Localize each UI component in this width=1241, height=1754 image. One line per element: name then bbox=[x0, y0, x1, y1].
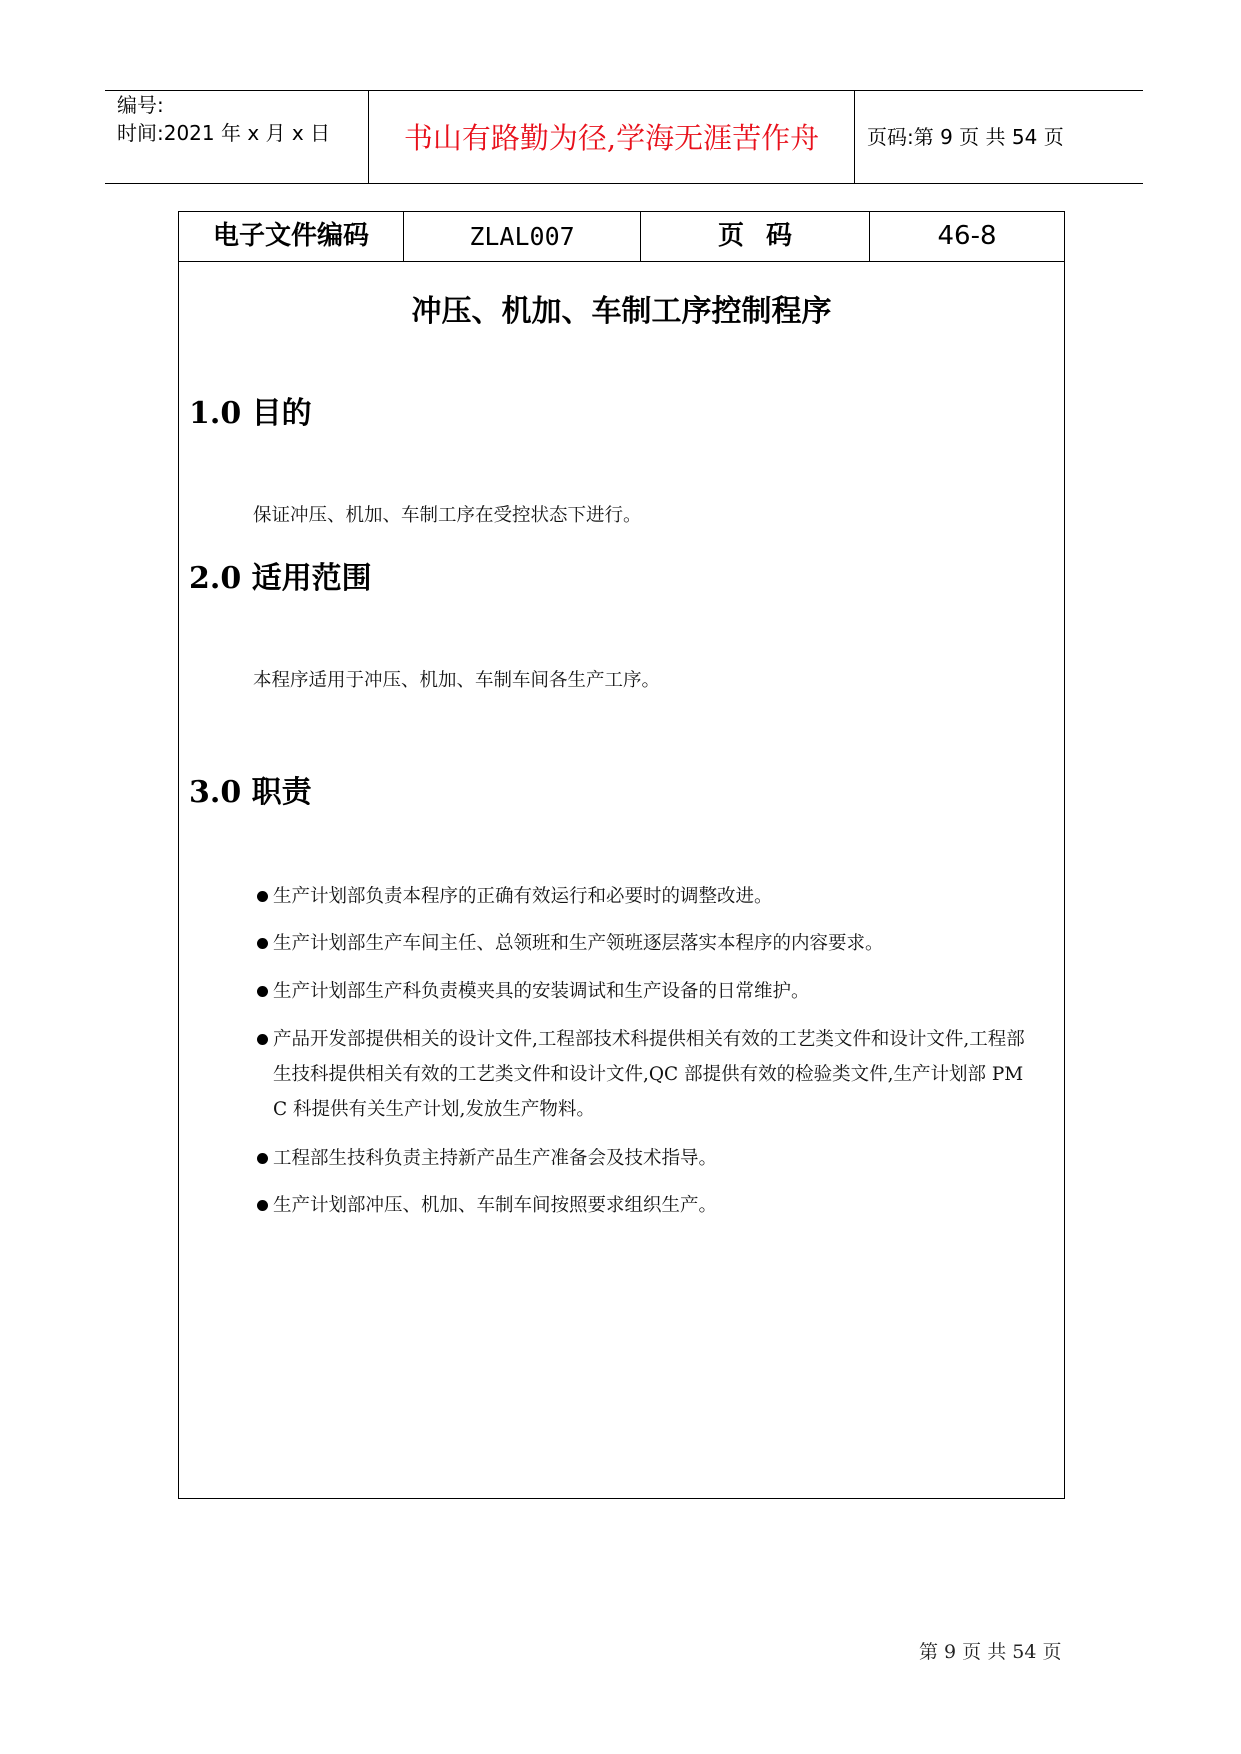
page-footer: 第 9 页 共 54 页 bbox=[919, 1641, 1062, 1663]
bullet-icon bbox=[257, 1153, 268, 1164]
document-title: 冲压、机加、车制工序控制程序 bbox=[411, 294, 832, 329]
motto-text: 书山有路勤为径,学海无涯苦作舟 bbox=[403, 121, 820, 155]
list-item: 生产计划部生产科负责模夹具的安装调试和生产设备的日常维护。 bbox=[257, 974, 1027, 1009]
section-heading-responsibilities: 3.0 职责 bbox=[189, 775, 312, 810]
bullet-icon bbox=[257, 891, 268, 902]
page-header bbox=[105, 90, 1143, 184]
header-motto-cell bbox=[368, 91, 855, 183]
header-page-code: 页码:第 9 页 共 54 页 bbox=[867, 125, 1064, 149]
bullet-icon bbox=[257, 1034, 268, 1045]
list-item: 产品开发部提供相关的设计文件,工程部技术科提供相关有效的工艺类文件和设计文件,工程部生技科提供相关有效的工艺类文件和设计文件,QC 部提供有效的检验类文件,生产计划部 PMC 科提供有关生产计划,发放生产物料。 bbox=[257, 1022, 1027, 1127]
list-item: 生产计划部生产车间主任、总领班和生产领班逐层落实本程序的内容要求。 bbox=[257, 926, 1027, 961]
bullet-icon bbox=[257, 986, 268, 997]
section-heading-scope: 2.0 适用范围 bbox=[189, 561, 372, 596]
serial-number-label: 编号: bbox=[117, 93, 164, 117]
file-code-label: 电子文件编码 bbox=[212, 221, 369, 251]
list-item: 工程部生技科负责主持新产品生产准备会及技术指导。 bbox=[257, 1141, 1027, 1176]
page-value: 46-8 bbox=[869, 212, 1064, 261]
document-frame bbox=[178, 211, 1065, 1499]
list-item: 生产计划部冲压、机加、车制车间按照要求组织生产。 bbox=[257, 1188, 1027, 1223]
bullet-icon bbox=[257, 938, 268, 949]
document-info-table bbox=[179, 212, 1064, 262]
list-item: 生产计划部负责本程序的正确有效运行和必要时的调整改进。 bbox=[257, 879, 1027, 914]
header-page-cell bbox=[855, 91, 1143, 183]
section-body-scope: 本程序适用于冲压、机加、车制车间各生产工序。 bbox=[253, 670, 661, 691]
date-line: 时间:2021 年 x 月 x 日 bbox=[117, 121, 331, 145]
file-code-value: ZLAL007 bbox=[403, 212, 640, 261]
section-body-purpose: 保证冲压、机加、车制工序在受控状态下进行。 bbox=[253, 505, 642, 526]
bullet-icon bbox=[257, 1200, 268, 1211]
section-heading-purpose: 1.0 目的 bbox=[189, 396, 312, 431]
header-meta-cell bbox=[105, 91, 368, 183]
page-label: 页码 bbox=[640, 212, 869, 261]
